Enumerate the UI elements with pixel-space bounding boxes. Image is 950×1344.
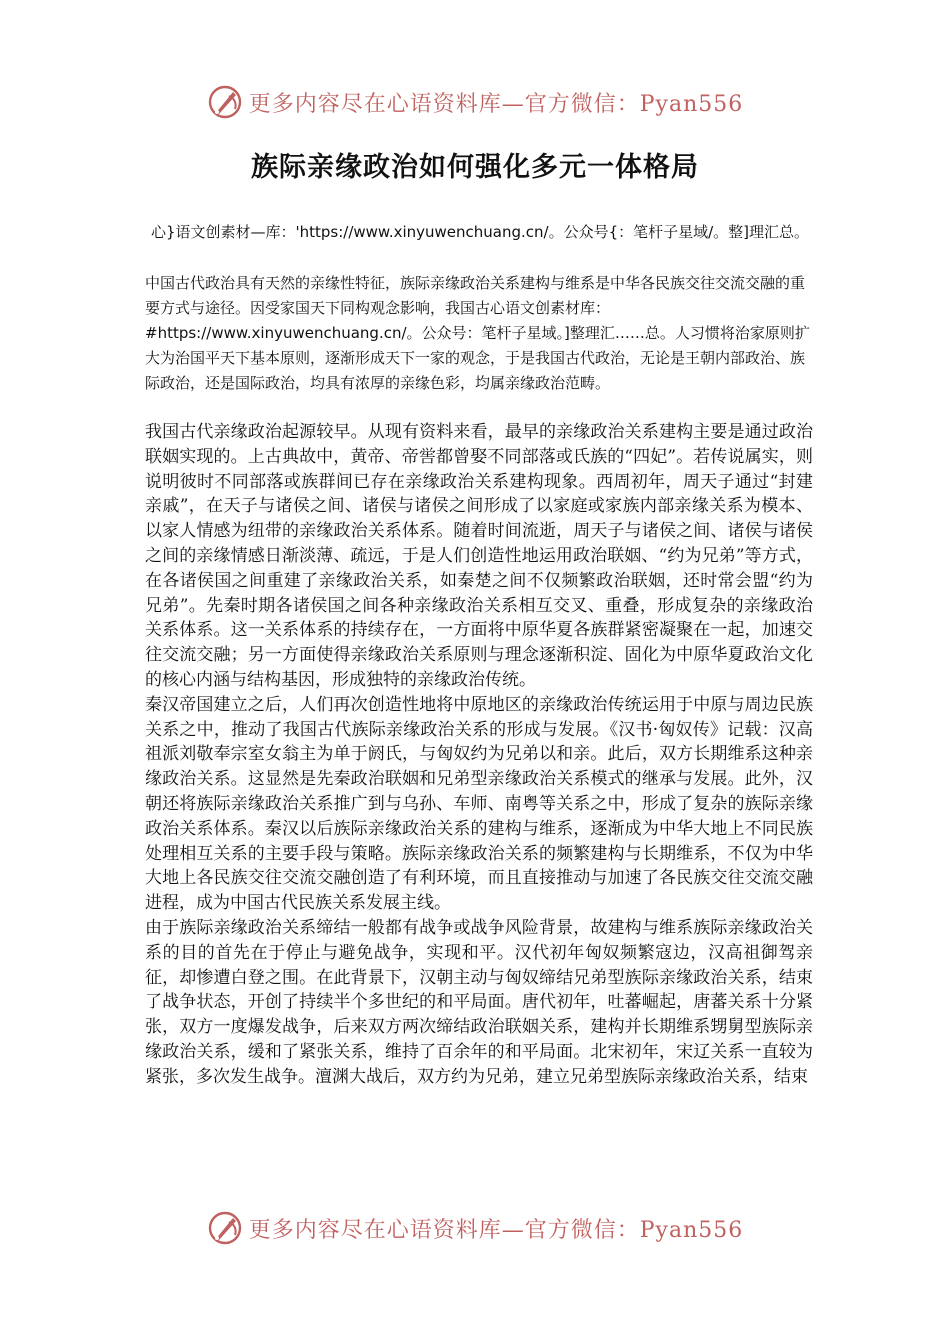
quill-logo-icon	[207, 1210, 243, 1246]
header-banner	[0, 80, 950, 124]
document-subtitle: 心}语文创素材—库：'https://www.xinyuwenchuang.cn/。公众号{：笔杆子星域/。整]理汇总。	[150, 223, 810, 241]
banner-text: 更多内容尽在心语资料库—官方微信：Pyan556	[248, 91, 744, 117]
footer-banner	[0, 1206, 950, 1250]
body-paragraph: 我国古代亲缘政治起源较早。从现有资料来看，最早的亲缘政治关系建构主要是通过政治联姻实现的。上古典故中，黄帝、帝喾都曾娶不同部落或氏族的“四妃”。若传说属实，则说明彼时不同部落或族群间已存在亲缘政治关系建构现象。西周初年，周天子通过“封建亲戚”，在天子与诸侯之间、诸侯与诸侯之间形成了以家庭或家族内部亲缘关系为模本、以家人情感为纽带的亲缘政治关系体系。随着时间流逝，周天子与诸侯之间、诸侯与诸侯之间的亲缘情感日渐淡薄、疏远，于是人们创造性地运用政治联姻、“约为兄弟”等方式，在各诸侯国之间重建了亲缘政治关系，如秦楚之间不仅频繁政治联姻，还时常会盟“约为兄弟”。先秦时期各诸侯国之间各种亲缘政治关系相互交叉、重叠，形成复杂的亲缘政治关系体系。这一关系体系的持续存在，一方面将中原华夏各族群紧密凝聚在一起，加速交往交流交融；另一方面使得亲缘政治关系原则与理念逐渐积淀、固化为中原华夏政治文化的核心内涵与结构基因，形成独特的亲缘政治传统。	[145, 422, 813, 690]
quill-logo-icon	[207, 84, 243, 120]
body-paragraph: 秦汉帝国建立之后，人们再次创造性地将中原地区的亲缘政治传统运用于中原与周边民族关系之中，推动了我国古代族际亲缘政治关系的形成与发展。《汉书·匈奴传》记载：汉高祖派刘敬奉宗室女翁主为单于阏氏，与匈奴约为兄弟以和亲。此后，双方长期维系这种亲缘政治关系。这显然是先秦政治联姻和兄弟型亲缘政治关系模式的继承与发展。此外，汉朝还将族际亲缘政治关系推广到与乌孙、车师、南粤等关系之中，形成了复杂的族际亲缘政治关系体系。秦汉以后族际亲缘政治关系的建构与维系，逐渐成为中华大地上不同民族处理相互关系的主要手段与策略。族际亲缘政治关系的频繁建构与长期维系，不仅为中华大地上各民族交往交流交融创造了有利环境，而且直接推动与加速了各民族交往交流交融进程，成为中国古代民族关系发展主线。	[145, 694, 813, 914]
intro-paragraph: 中国古代政治具有天然的亲缘性特征，族际亲缘政治关系建构与维系是中华各民族交往交流交融的重要方式与途径。因受家国天下同构观念影响，我国古心语文创素材库：#https://www.xinyuwenchuang.cn/。公众号：笔杆子星域。]整理汇……总。人习惯将治家原则扩大为治国平天下基本原则，逐渐形成天下一家的观念，于是我国古代政治，无论是王朝内部政治、族际政治，还是国际政治，均具有浓厚的亲缘色彩，均属亲缘政治范畴。	[145, 274, 810, 392]
body-paragraph: 由于族际亲缘政治关系缔结一般都有战争或战争风险背景，故建构与维系族际亲缘政治关系的目的首先在于停止与避免战争，实现和平。汉代初年匈奴频繁寇边，汉高祖御驾亲征，却惨遭白登之围。在此背景下，汉朝主动与匈奴缔结兄弟型族际亲缘政治关系，结束了战争状态，开创了持续半个多世纪的和平局面。唐代初年，吐蕃崛起，唐蕃关系十分紧张，双方一度爆发战争，后来双方两次缔结政治联姻关系，建构并长期维系甥舅型族际亲缘政治关系，缓和了紧张关系，维持了百余年的和平局面。北宋初年，宋辽关系一直较为紧张，多次发生战争。澶渊大战后，双方约为兄弟，建立兄弟型族际亲缘政治关系，结束	[145, 917, 813, 1087]
banner-text: 更多内容尽在心语资料库—官方微信：Pyan556	[248, 1217, 744, 1243]
document-title: 族际亲缘政治如何强化多元一体格局	[251, 152, 699, 183]
body-text	[145, 420, 813, 1090]
